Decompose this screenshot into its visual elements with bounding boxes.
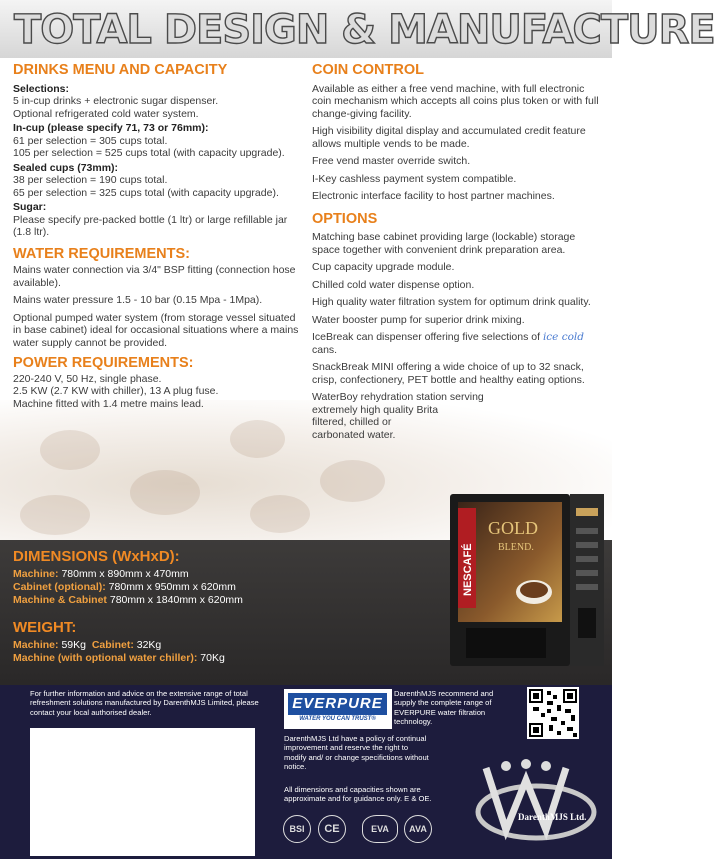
vending-machine-image — [446, 488, 606, 668]
options-p6-a: IceBreak can dispenser offering five selections of — [312, 331, 543, 343]
left-column — [13, 64, 303, 410]
nescafe-brand: NESCAFÉ — [462, 543, 474, 596]
power-line-2: 2.5 KW (2.7 KW with chiller), 13 A plug fuse. — [13, 385, 219, 397]
page-title: TOTAL DESIGN & MANUFACTURE — [14, 7, 715, 53]
incup-line-1: 61 per selection = 305 cups total. — [13, 134, 168, 147]
dim-cabinet — [13, 581, 433, 594]
dim-cabinet-label: Cabinet (optional): — [13, 581, 106, 593]
blend-text: BLEND. — [498, 542, 534, 553]
options-p3: Chilled cold water dispense option. — [312, 278, 475, 291]
gold-text: GOLD — [488, 518, 538, 538]
sealed-title: Sealed cups (73mm): — [13, 161, 119, 174]
incup-line-2: 105 per selection = 525 cups total (with capacity upgrade). — [13, 147, 285, 159]
bsi-cert-icon: BSI — [283, 815, 311, 843]
coin-p4: I-Key cashless payment system compatible. — [312, 172, 517, 185]
coin-p1: Available as either a free vend machine, with full electronic coin mechanism which accepts all coins plus token or with full change-giving facility. — [312, 82, 599, 120]
selections-line-2: Optional refrigerated cold water system. — [13, 107, 199, 120]
power-heading: POWER REQUIREMENTS: — [13, 355, 194, 371]
disclaimer-text: All dimensions and capacities shown are approximate and for guidance only. E & OE. — [284, 785, 432, 804]
weight-machine-value: 59Kg — [61, 639, 86, 651]
dim-both-value: 780mm x 1840mm x 620mm — [109, 594, 243, 606]
dim-machine-label: Machine: — [13, 568, 59, 580]
options-heading: OPTIONS — [312, 210, 378, 227]
power-line-1: 220-240 V, 50 Hz, single phase. — [13, 372, 162, 385]
options-p8-c: carbonated water. — [312, 428, 396, 441]
policy-text: DarenthMJS Ltd have a policy of continual improvement and reserve the right to modify and/ or change specifictions without notice. — [284, 734, 429, 771]
sugar-title: Sugar: — [13, 201, 47, 213]
options-p8-b: filtered, chilled or — [312, 416, 392, 428]
options-p6 — [312, 331, 602, 356]
options-p1: Matching base cabinet providing large (lockable) storage space together with convenient drink preparation area. — [312, 231, 576, 256]
weight-line-2 — [13, 652, 433, 665]
coin-p5: Electronic interface facility to host partner machines. — [312, 190, 555, 202]
options-p6-c: cans. — [312, 343, 338, 356]
weight-chiller-label: Machine (with optional water chiller): — [13, 652, 198, 664]
everpure-tagline: WATER YOU CAN TRUST® — [299, 716, 376, 722]
everpure-logo — [284, 689, 392, 729]
weight-cabinet-label: Cabinet: — [91, 639, 134, 651]
right-column — [312, 64, 602, 441]
ava-cert-icon: AVA — [404, 815, 432, 843]
selections-line-1: 5 in-cup drinks + electronic sugar dispenser. — [13, 95, 219, 107]
weight-cabinet-value: 32Kg — [136, 639, 162, 651]
qr-code[interactable] — [527, 687, 579, 739]
water-p2: Mains water pressure 1.5 - 10 bar (0.15 Mpa - 1Mpa). — [13, 294, 263, 306]
incup-title: In-cup (please specify 71, 73 or 76mm): — [13, 122, 209, 134]
selections-title: Selections: — [13, 82, 70, 95]
everpure-text: DarenthMJS recommend and supply the complete range of EVERPURE water filtration technology. — [394, 689, 494, 726]
options-p8-a: WaterBoy rehydration station serving extremely high quality Brita — [312, 391, 484, 416]
dim-machine-value: 780mm x 890mm x 470mm — [61, 568, 189, 580]
everpure-wordmark: EVERPURE — [288, 693, 387, 715]
water-p3: Optional pumped water system (from storage vessel situated in base cabinet) ideal for occasional situations where a mains water supply cannot be provided. — [13, 311, 299, 349]
dim-both — [13, 594, 433, 607]
options-p4: High quality water filtration system for optimum drink quality. — [312, 296, 591, 308]
options-p5: Water booster pump for superior drink mixing. — [312, 313, 525, 326]
sealed-line-2: 65 per selection = 325 cups total (with capacity upgrade). — [13, 186, 279, 199]
darenthmjs-logo — [466, 750, 596, 850]
options-p2: Cup capacity upgrade module. — [312, 261, 455, 273]
coin-p2: High visibility digital display and accumulated credit feature allows multiple vends to be made. — [312, 125, 586, 150]
eva-cert-icon: EVA — [362, 815, 398, 843]
options-p7: SnackBreak MINI offering a wide choice of up to 32 snack, crisp, confectionery, PET bottle and healthy eating options. — [312, 361, 585, 386]
sealed-line-1: 38 per selection = 190 cups total. — [13, 174, 168, 186]
weight-heading: WEIGHT: — [13, 619, 77, 636]
ice-cold-text: ice cold — [542, 331, 585, 343]
footer-info: For further information and advice on the extensive range of total refreshment solutions manufactured by DarenthMJS Limited, please contact your local authorised dealer. — [30, 689, 259, 717]
ce-mark-icon: CE — [318, 815, 346, 843]
dim-machine — [13, 568, 433, 581]
options-p8 — [312, 391, 487, 441]
drinks-heading: DRINKS MENU AND CAPACITY — [13, 62, 228, 78]
dim-cabinet-value: 780mm x 950mm x 620mm — [108, 581, 236, 593]
weight-line-1 — [13, 639, 433, 652]
weight-machine-label: Machine: — [13, 639, 59, 651]
weight-chiller-value: 70Kg — [200, 652, 225, 664]
coin-heading: COIN CONTROL — [312, 62, 424, 78]
coin-p3: Free vend master override switch. — [312, 155, 471, 167]
header-banner — [0, 0, 715, 58]
water-heading: WATER REQUIREMENTS: — [13, 245, 190, 262]
water-p1: Mains water connection via 3/4" BSP fitting (connection hose available). — [13, 264, 296, 289]
power-line-3: Machine fitted with 1.4 metre mains lead. — [13, 397, 204, 410]
dim-both-label: Machine & Cabinet — [13, 594, 107, 606]
company-name: DarenthMJS Ltd. — [518, 812, 587, 822]
sugar-line: Please specify pre-packed bottle (1 ltr) or large refillable jar (1.8 ltr). — [13, 213, 288, 238]
dimensions-heading: DIMENSIONS (WxHxD): — [13, 548, 180, 565]
dealer-stamp-box — [30, 728, 255, 856]
